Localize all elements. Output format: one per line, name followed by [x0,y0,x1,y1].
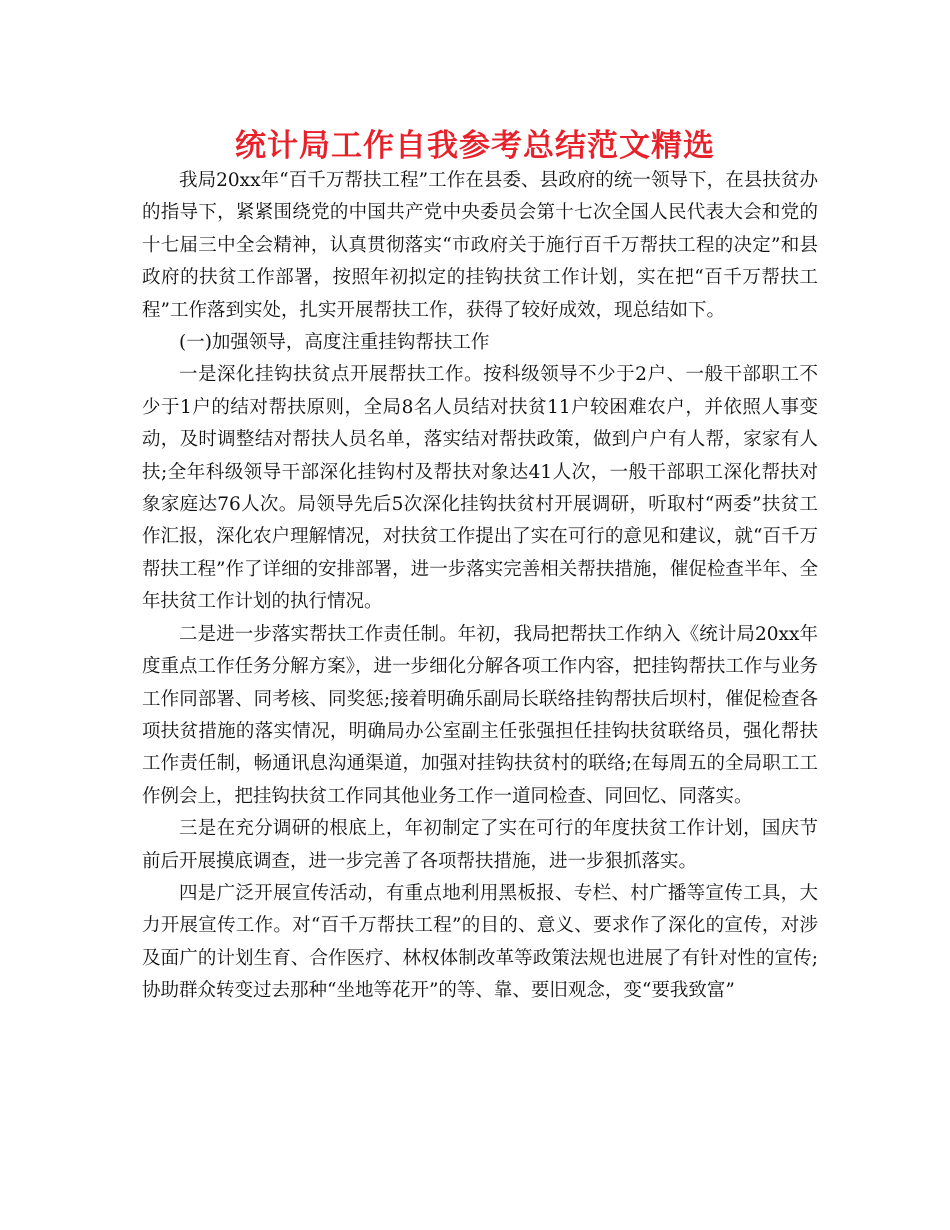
paragraph-point-4: 四是广泛开展宣传活动，有重点地利用黑板报、专栏、村广播等宣传工具，大力开展宣传工作。对“百千万帮扶工程”的目的、意义、要求作了深化的宣传，对涉及面广的计划生育、合作医疗、林权体制改革等政策法规也进展了有针对性的宣传;协助群众转变过去那种“坐地等花开”的等、靠、要旧观念，变“要我致富” [142,882,818,1002]
document-body [142,165,818,1008]
section-heading-1: (一)加强领导，高度注重挂钩帮扶工作 [179,332,490,354]
paragraph-point-2: 二是进一步落实帮扶工作责任制。年初，我局把帮扶工作纳入《统计局20xx年度重点工作任务分解方案》，进一步细化分解各项工作内容，把挂钩帮扶工作与业务工作同部署、同考核、同奖惩;接着明确乐副局长联络挂钩帮扶后坝村，催促检查各项扶贫措施的落实情况，明确局办公室副主任张强担任挂钩扶贫联络员，强化帮扶工作责任制，畅通讯息沟通渠道，加强对挂钩扶贫村的联络;在每周五的全局职工工作例会上，把挂钩扶贫工作同其他业务工作一道同检查、同回忆、同落实。 [142,623,818,807]
paragraph-point-3: 三是在充分调研的根底上，年初制定了实在可行的年度扶贫工作计划，国庆节前后开展摸底调查，进一步完善了各项帮扶措施，进一步狠抓落实。 [142,818,818,872]
paragraph-point-1: 一是深化挂钩扶贫点开展帮扶工作。按科级领导不少于2户、一般干部职工不少于1户的结对帮扶原则，全局8名人员结对扶贫11户较困难农户，并依照人事变动，及时调整结对帮扶人员名单，落实结对帮扶政策，做到户户有人帮，家家有人扶;全年科级领导干部深化挂钩村及帮扶对象达41人次，一般干部职工深化帮扶对象家庭达76人次。局领导先后5次深化挂钩扶贫村开展调研，听取村“两委”扶贫工作汇报，深化农户理解情况，对扶贫工作提出了实在可行的意见和建议，就“百千万帮扶工程”作了详细的安排部署，进一步落实完善相关帮扶措施，催促检查半年、全年扶贫工作计划的执行情况。 [142,364,818,613]
document-title: 统计局工作自我参考总结范文精选 [235,128,715,164]
paragraph-intro: 我局20xx年“百千万帮扶工程”工作在县委、县政府的统一领导下，在县扶贫办的指导下，紧紧围绕党的中国共产党中央委员会第十七次全国人民代表大会和党的十七届三中全会精神，认真贯彻落实“市政府关于施行百千万帮扶工程的决定”和县政府的扶贫工作部署，按照年初拟定的挂钩扶贫工作计划，实在把“百千万帮扶工程”工作落到实处，扎实开展帮扶工作，获得了较好成效，现总结如下。 [142,170,818,321]
